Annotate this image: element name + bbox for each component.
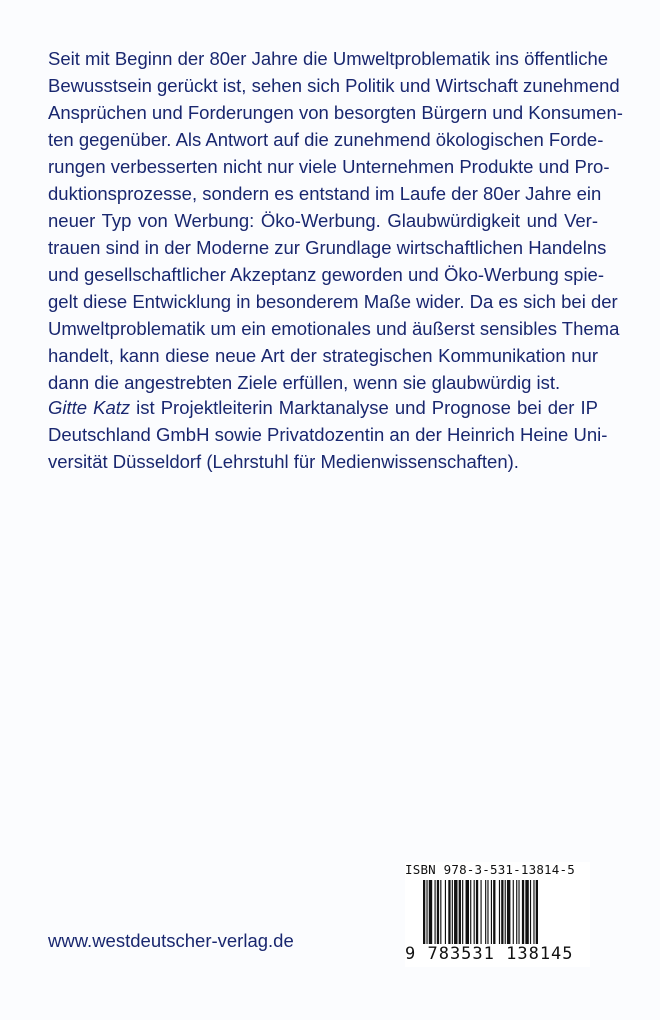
blurb-line: rungen verbesserten nicht nur viele Unternehmen Produkte und Pro- (48, 156, 610, 177)
barcode-bar (452, 880, 453, 944)
barcode-bar (530, 880, 531, 944)
barcode-bar (536, 880, 538, 952)
barcode-bar (454, 880, 457, 944)
author-bio-line: versität Düsseldorf (Lehrstuhl für Medienwissenschaften). (48, 451, 519, 472)
barcode-bar (462, 880, 463, 944)
blurb-line: trauen sind in der Moderne zur Grundlage wirtschaftlichen Handelns (48, 237, 607, 258)
barcode-bar (485, 880, 486, 952)
barcode-bar (493, 880, 495, 944)
barcode-bar (491, 880, 492, 944)
blurb-line: Bewusstsein gerückt ist, sehen sich Politik und Wirtschaft zunehmend (48, 75, 620, 96)
barcode-bar (448, 880, 450, 944)
barcode-bar (487, 880, 488, 944)
barcode-bar (470, 880, 471, 944)
barcode-bar (505, 880, 506, 944)
blurb-line: Ansprüchen und Forderungen von besorgten Bürgern und Konsumen- (48, 102, 623, 123)
barcode-bar (426, 880, 427, 952)
barcode-bar (513, 880, 514, 944)
author-bio-line: Deutschland GmbH sowie Privatdozentin an der Heinrich Heine Uni- (48, 424, 608, 445)
barcode-bar (429, 880, 432, 944)
barcode-bar (445, 880, 446, 944)
blurb-line: und gesellschaftlicher Akzeptanz geworden und Öko-Werbung spie- (48, 264, 605, 285)
barcode-bar (507, 880, 510, 944)
barcode-bar (476, 880, 478, 952)
barcode-bar (525, 880, 528, 944)
blurb-line: duktionsprozesse, sondern es entstand im Laufe der 80er Jahre ein (48, 183, 602, 204)
barcode-bar (459, 880, 461, 944)
author-bio-text: ist Projektleiterin Marktanalyse und Prognose bei der IP (130, 397, 598, 418)
barcode-bar (466, 880, 469, 944)
isbn-label: ISBN 978-3-531-13814-5 (405, 862, 575, 877)
blurb-line: ten gegenüber. Als Antwort auf die zunehmend ökologischen Forde- (48, 129, 604, 150)
isbn-barcode (405, 862, 590, 967)
blurb-line: Seit mit Beginn der 80er Jahre die Umweltproblematik ins öffentliche (48, 48, 609, 69)
blurb-text (48, 45, 623, 396)
barcode-digits: 9 783531 138145 (405, 944, 590, 964)
blurb-line: handelt, kann diese neue Art der strategischen Kommunikation nur (48, 345, 598, 366)
barcode-bar (499, 880, 500, 944)
barcode-bar (518, 880, 519, 944)
barcode-bar (516, 880, 517, 944)
blurb-line: neuer Typ von Werbung: Öko-Werbung. Glaubwürdigkeit und Ver- (48, 210, 598, 231)
barcode-bar (501, 880, 503, 944)
barcode-bar (522, 880, 524, 944)
barcode-bar (533, 880, 534, 952)
author-bio-line (48, 394, 598, 421)
barcode-bar (440, 880, 441, 944)
blurb-line: Umweltproblematik um ein emotionales und äußerst sensibles Thema (48, 318, 620, 339)
barcode-bar (437, 880, 439, 944)
barcode-bar (423, 880, 425, 952)
barcode-bar (435, 880, 436, 944)
blurb-line: gelt diese Entwicklung in besonderem Maße wider. Da es sich bei der (48, 291, 618, 312)
barcode-bar (474, 880, 475, 944)
author-name: Gitte Katz (48, 397, 131, 418)
publisher-url: www.westdeutscher-verlag.de (48, 930, 294, 951)
blurb-line: dann die angestrebten Ziele erfüllen, wenn sie glaubwürdig ist. (48, 372, 561, 393)
barcode-bar (481, 880, 482, 952)
author-bio (48, 394, 608, 475)
